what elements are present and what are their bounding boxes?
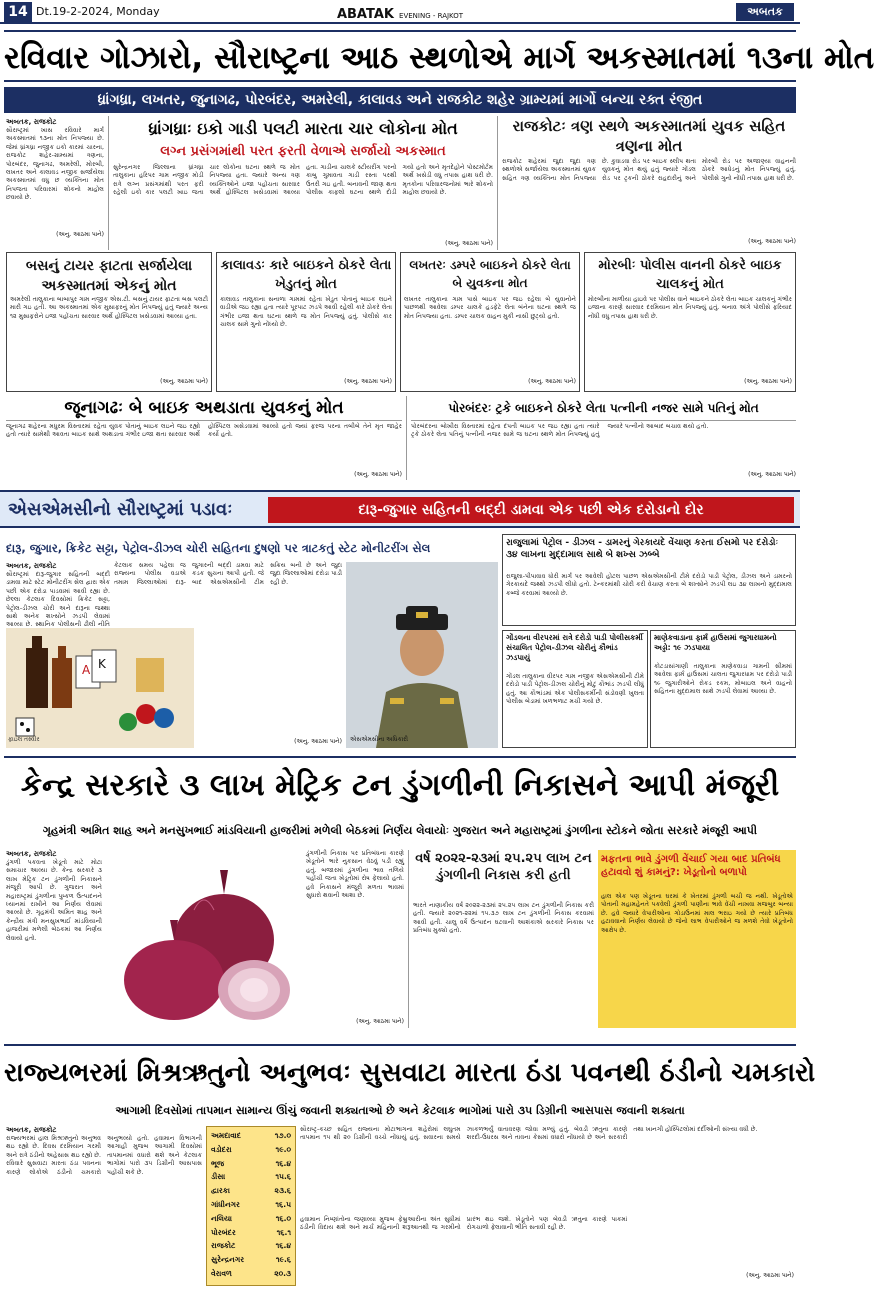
lead-byline: (અનુ. આઠમા પાને) (56, 231, 104, 238)
junagadh-headline: જૂનાગઢઃ બે બાઇક અથડાતા યુવકનું મોત (6, 396, 402, 421)
temperature-rows (211, 1129, 291, 1281)
smc-banner (0, 490, 800, 528)
weather-columns-left (6, 1126, 202, 1286)
smc-subhead: દારૂ, જુગાર, ક્રિકેટ સટ્ટા, પેટ્રોલ-ડીઝલ ચોરી સહિતના દુષણો પર ત્રાટકતું સ્ટેટ મોનીટરીંગ સેલ (6, 541, 431, 555)
svg-text:K: K (98, 657, 106, 671)
officer-caption: એસએમસીના અધિકારી (350, 736, 408, 743)
gambling-caption: ફાઇલ તસ્વીર (8, 736, 40, 743)
svg-text:A: A (82, 663, 91, 677)
morbi-byline: (અનુ. આઠમા પાને) (744, 378, 792, 385)
rajula-story (502, 534, 796, 626)
amreli-body: અમરેલી તાલુકાના બાબાપુર ગામ નજીક એસ.ટી. બસનું ટાયર ફાટતા બસ પલટી મારી ગઇ હતી. આ અકસ્માતમાં એક મુસાફરનું મોત નિપજ્યું હતું જ્યારે અન્ય ૧૨ મુસાફરોને ઇજા પહોંચતા સારવાર અર્થે હોસ્પિટલ ખસેડવામાં આવ્યા હતા. (10, 296, 208, 320)
rajkot-story (502, 116, 796, 250)
morbi-headline: મોરબીઃ પોલીસ વાનની ઠોકરે બાઇક ચાલકનું મોત (598, 258, 782, 292)
onion-intro (6, 850, 102, 1028)
masthead (0, 0, 800, 24)
kalavad-body: કાલાવડ તાલુકાના સનાળા ગામમાં રહેતા ખેડુત પોતાનું બાઇક લઇને વાડીએ જઇ રહ્યા હતા ત્યારે પૂરપાટ ઝડપે આવી રહેલી કારે ઠોકરે લેતા ગંભીર ઇજા થતા ઘટના સ્થળે જ મોત નિપજ્યું હતું. પોલીસે કાર ચાલક સામે ગુનો નોંધ્યો છે. (220, 296, 392, 329)
rajkot-byline: (અનુ. આઠમા પાને) (748, 238, 796, 245)
temperature-value: ૧૬.૦ (275, 1213, 291, 1223)
dhrangadhra-story (108, 116, 498, 250)
temperature-table (206, 1126, 296, 1286)
smc-columns (114, 562, 342, 748)
junagadh-byline: (અનુ. આઠમા પાને) (354, 471, 402, 478)
morbi-story (584, 252, 796, 392)
morbi-body: મોરબીના માળીયા હાઇવે પર પોલીસ વાને બાઇકને ઠોકરે લેતા બાઇક ચાલકનું ગંભીર ઇજાના કારણે સારવાર દરમિયાન મોત નિપજ્યું હતું. બનાવ અંગે પોલીસે ફરિયાદ નોંધી વધુ તપાસ હાથ ધરી છે. (588, 296, 792, 320)
onion-side-box (598, 850, 796, 1028)
weather-headline: રાજ્યભરમાં મિશ્રઋતુનો અનુભવઃ સુસવાટા મારતા ઠંડા પવનથી ઠંડીનો ચમકારો (4, 1044, 796, 1098)
paper-title: ABATAK (336, 7, 394, 22)
temperature-city: વેરાવળ (211, 1268, 232, 1278)
onion-intro-text: ડુંગળી પકવતા ખેડૂતો માટે મોટા સમાચાર આવ્યા છે. કેન્દ્ર સરકારે ૩ લાખ મેટ્રિક ટન ડુંગળીની નિકાસને મંજૂરી આપી છે. ગુજરાત અને મહારાષ્ટ્રમાં ડુંગળીના પુષ્કળ ઉત્પાદનને ધ્યાનમાં રાખીને આ નિર્ણય લેવામાં આવ્યો છે. ગૃહમંત્રી અમિત શાહ અને કેન્દ્રીય મંત્રી મનસુખભાઈ માંડવિયાની હાજરીમાં મળેલી બેઠકમાં આ નિર્ણય લેવાયો હતો. (6, 859, 102, 942)
temperature-city: સુરેન્દ્રનગર (211, 1255, 245, 1265)
smc-byline: (અનુ. આઠમા પાને) (294, 738, 342, 745)
temperature-row (211, 1239, 291, 1253)
smc-banner-right: દારૂ-જુગાર સહિતની બદ્દી ડામવા એક પછી એક દરોડાનો દોર (268, 497, 794, 523)
kalavad-story (216, 252, 396, 392)
porbandar-body: પોરબંદરના બોખીરા વિસ્તારમાં રહેતા દંપતી બાઇક પર જઇ રહ્યા હતા ત્યારે ટ્રકે ઠોકરે લેતા પતિનું પત્નીની નજર સામે જ ઘટના સ્થળે મોત નિપજ્યું હતું જ્યારે પત્નીનો આબાદ બચાવ થયો હતો. (411, 423, 709, 439)
temperature-row (211, 1157, 291, 1171)
smc-dateline: અબતક, રાજકોટ (6, 562, 57, 570)
rajula-headline: રાજુલામાં પેટ્રોલ - ડીઝલ - ડામરનું ગેરકાયદે વેંચાણ કરતા ઈસમો પર દરોડોઃ ૩૪ લાખના મુદ્દામાલ સાથે બે શખ્સ ઝબ્બે (506, 538, 779, 560)
kalavad-byline: (અનુ. આઠમા પાને) (344, 378, 392, 385)
weather-byline: (અનુ. આઠમા પાને) (746, 1272, 794, 1279)
dhrangadhra-subhead: લગ્ન પ્રસંગમાંથી પરત ફરતી વેળાએ સર્જાયો અકસ્માત (160, 144, 446, 159)
manekwada-story (650, 630, 796, 748)
temperature-row (211, 1212, 291, 1226)
temperature-value: ૨૩.૬ (274, 1186, 291, 1196)
officer-graphic (346, 562, 498, 748)
virpar-body: ગોંડલ તાલુકાના વીરપર ગામ નજીક એસએમસીની ટીમે દરોડો પાડી પેટ્રોલ-ડીઝલ ચોરીનું મોટું કૌભાંડ ઝડપી લીધું હતું. આ કૌભાંડમાં એક પોલીસકર્મીની સંડોવણી ખુલતા પોલીસ બેડામાં ખળભળાટ મચી ગયો છે. (506, 673, 644, 706)
onion-stat-headline: વર્ષ ૨૦૨૨-૨૩માં ૨૫.૨૫ લાખ ટન ડુંગળીની નિકાસ કરી હતી (415, 851, 592, 883)
kalavad-headline: કાલાવડઃ કારે બાઇકને ઠોકરે લેતા ખેડુતનું મોત (220, 258, 392, 292)
onion-illustration (104, 850, 304, 1028)
temperature-value: ૧૭.૦ (274, 1131, 291, 1140)
lakhtar-byline: (અનુ. આઠમા પાને) (528, 378, 576, 385)
rajkot-headline: રાજકોટઃ ત્રણ સ્થળે અકસ્માતમાં યુવક સહિત ત્રણના મોત (512, 117, 786, 155)
temperature-row (211, 1198, 291, 1212)
temperature-value: ૧૫.૬ (275, 1172, 291, 1182)
dhrangadhra-byline: (અનુ. આઠમા પાને) (445, 240, 493, 247)
onion-byline: (અનુ. આઠમા પાને) (356, 1018, 404, 1025)
weather-dateline: અબતક, રાજકોટ (6, 1126, 57, 1134)
lakhtar-story (400, 252, 580, 392)
temperature-city: ભૂજ (211, 1158, 225, 1168)
lead-intro-text: સૌરાષ્ટ્રમાં ખાસ રવિવારે માર્ગ અકસ્માતમાં ૧૩ના મોત નિપજ્યા છે. જેમાં ધ્રાંગધ્રા નજીક ઇકો કારમાં ચારના, રાજકોટ શહેર-ગ્રામ્યમાં ત્રણના, પોરબંદર, જુનાગઢ, અમરેલી, મોરબી, લખતર અને કાલાવડ નજીક સર્જાયેલા અકસ્માતમાં વધુ છ વ્યક્તિના મોત નિપજતા પરિવારમાં શોકનો માહોલ છવાયો છે. (6, 127, 104, 202)
onion-side-body: હાલ એક પણ ખેડૂતના ઘરમાં કે ખેતરમાં ડુંગળી બચી જ નથી. ખેડૂતોએ પોતાની મહામહેનતે પકવેલી ડુંગળી પાણીના ભાવે વેંચી નાખવા મજબુર બન્યા છે. હવે જ્યારે વેપારીઓના ગોડાઉનમાં માલ ભરાઇ ગયો છે ત્યારે પ્રતિબંધ હટાવવાનો નિર્ણય લેવાયો છે જેનો લાભ વેપારીઓને જ મળશે તેવો ખેડૂતોનો આક્ષેપ છે. (601, 893, 793, 934)
lead-dateline: અબતક, રાજકોટ (6, 118, 57, 126)
smc-intro (6, 562, 110, 629)
officer-photo (346, 562, 498, 748)
temperature-row (211, 1267, 291, 1281)
smc-banner-left: એસએમસીનો સૌરાષ્ટ્રમાં પડાવઃ (8, 499, 233, 520)
amreli-byline: (અનુ. આઠમા પાને) (160, 378, 208, 385)
dhrangadhra-body: સુરેન્દ્રનગર જિલ્લાના ધ્રાંગધ્રા તાલુકાના હરિપર ગામ નજીક મોડી રાત્રે લગ્ન પ્રસંગમાંથી પરત ફરી રહેલી ઇકો કાર પલટી ખાઇ જતા ચાર લોકોના ઘટના સ્થળે જ મોત નિપજ્યા હતા. જ્યારે અન્ય ત્રણ વ્યક્તિઓને ઇજા પહોંચતા સારવાર અર્થે હોસ્પિટલ ખસેડવામાં આવ્યા હતા. ગાડીના ચાલકે સ્ટીયરીંગ પરનો કાબુ ગુમાવતા ગાડી રસ્તા પરથી ઉતરી ગઇ હતી. બનાવની જાણ થતા પોલીસ કાફલો ઘટના સ્થળે દોડી ગયો હતો અને મૃતદેહોને પોસ્ટમોર્ટમ અર્થે ખસેડી વધુ તપાસ હાથ ધરી છે. મૃતકોના પરિવારજનોમાં ભારે શોકનો માહોલ છવાયો છે. (113, 164, 493, 197)
onion-graphic (104, 850, 304, 1028)
lead-intro (6, 118, 104, 246)
temperature-row (211, 1170, 291, 1184)
temperature-city: અમદાવાદ (211, 1131, 241, 1140)
weather-columns-right (300, 1126, 794, 1286)
amreli-story (6, 252, 212, 392)
onion-body: ડુંગળીની નિકાસ પર પ્રતિબંધના કારણે ખેડૂતોને ભારે નુકસાન વેઠવું પડી રહ્યું હતું. બજારમાં ડુંગળીના ભાવ તળિયે પહોંચી જતા ખેડૂતોમાં રોષ ફેલાયો હતો. હવે નિકાસને મંજૂરી મળતા ભાવમાં સુધારો થવાની આશા છે. (306, 850, 404, 900)
smc-body: કેટલાક સમય પહેલા જ રાજ્યના પોલીસ વડાએ તમામ જિલ્લાઓમાં દારૂ-જુગારની બદ્દી ડામવા માટે કડક સુચના આપી હતી. જે બાદ એસએમસીની ટીમ સક્રિય બની છે અને જુદા જુદા જિલ્લાઓમાં દરોડા પાડી રહી છે. (114, 562, 342, 586)
temperature-row (211, 1184, 291, 1198)
temperature-value: ૧૬.૫ (275, 1199, 291, 1209)
onion-subhead: ગૃહમંત્રી અમિત શાહ અને મનસુખભાઈ માંડવિયાની હાજરીમાં મળેલી બેઠકમાં નિર્ણય લેવાયોઃ ગુજરાત અને મહારાષ્ટ્રમાં ડુંગળીના સ્ટોકને જોતા સરકારે મંજૂરી આપી (42, 824, 758, 837)
temperature-city: વડોદરા (211, 1144, 232, 1154)
onion-dateline: અબતક, રાજકોટ (6, 850, 57, 858)
temperature-value: ૧૬.૪ (275, 1158, 291, 1168)
temperature-row (211, 1253, 291, 1267)
temperature-value: ૨૦.૩ (274, 1268, 291, 1278)
porbandar-headline: પોરબંદરઃ ટ્રકે બાઇકને ઠોકરે લેતા પત્નીની નજર સામે પતિનું મોત (411, 396, 796, 421)
issue-date: Dt.19-2-2024, Monday (36, 5, 160, 18)
temperature-row (211, 1129, 291, 1143)
weather-subhead: આગામી દિવસોમાં તાપમાન સામાન્ય ઊંચું જવાની શક્યતાઓ છે અને કેટલાક ભાગોમાં પારો ૩૫ ડિગ્રીની આસપાસ જવાની શક્યતા (115, 1104, 685, 1117)
porbandar-byline: (અનુ. આઠમા પાને) (748, 471, 796, 478)
logo: અબતક (736, 3, 794, 21)
temperature-row (211, 1226, 291, 1240)
weather-body: રાજ્યભરમાં હાલ મિશ્રઋતુનો અનુભવ થઇ રહ્યો છે. દિવસ દરમિયાન ગરમી અને રાત્રે ઠંડીનો અહેસાસ થઇ રહ્યો છે. રવિવારે સુસવાટા મારતા ઠંડા પવનના કારણે લોકોએ ઠંડીનો ચમકારો અનુભવ્યો હતો. હવામાન વિભાગની આગાહી મુજબ આગામી દિવસોમાં તાપમાનમાં વધારો થશે અને કેટલાક ભાગોમાં પારો ૩૫ ડિગ્રીની આસપાસ પહોંચી શકે છે. (6, 1135, 202, 1176)
manekwada-body: કોટડાસાંગાણી તાલુકાના માણેકવાડા ગામની સીમમાં આવેલા ફાર્મ હાઉસમાં ચાલતા જુગારધામ પર દરોડો પાડી ૧૯ જુગારીઓને રોકડ રકમ, મોબાઇલ અને વાહનો સહિતના મુદ્દામાલ સાથે ઝડપી લેવામાં આવ્યા છે. (654, 663, 792, 696)
lead-headline: રવિવાર ગોઝારો, સૌરાષ્ટ્રના આઠ સ્થળોએ માર્ગ અકસ્માતમાં ૧૩ના મોત (4, 30, 796, 82)
smc-intro-text: સૌરાષ્ટ્રમાં દારૂ-જુગાર સહિતની બદ્દી ડામવા માટે સ્ટેટ મોનીટરીંગ સેલ દ્વારા એક પછી એક દરોડા પાડવામાં આવી રહ્યા છે. છેલ્લા કેટલાક દિવસોમાં ક્રિકેટ સટ્ટા, પેટ્રોલ-ડીઝલ ચોરી અને દારૂના જથ્થા સાથે અનેક શખ્સોને ઝડપી લેવામાં આવ્યા છે. સ્થાનિક પોલીસની ઢીલી નીતિ (6, 571, 110, 629)
rajkot-body: રાજકોટ શહેરમાં જુદા જુદા ત્રણ સ્થળોએ સર્જાયેલા અકસ્માતમાં યુવક સહિત ત્રણ વ્યક્તિના મોત નિપજ્યા છે. કુવાડવા રોડ પર બાઇક સ્લીપ થતા યુવકનું મોત થયું હતું જ્યારે ગોંડલ રોડ પર ટ્રકની ઠોકરે રાહદારીનું અને મોરબી રોડ પર અજાણ્યા વાહનની ઠોકરે આધેડનું મોત નિપજ્યું હતું. પોલીસે ગુનો નોંધી તપાસ હાથ ધરી છે. (502, 158, 796, 182)
temperature-row (211, 1143, 291, 1157)
virpar-story (502, 630, 648, 748)
junagadh-story (6, 396, 402, 480)
temperature-city: દ્વારકા (211, 1186, 230, 1196)
onion-columns (306, 850, 404, 1028)
onion-side-headline: મફતના ભાવે ડુંગળી વેંચાઈ ગયા બાદ પ્રતિબંધ હટાવવો શું કામનું?: ખેડૂતોનો બળાપો (601, 854, 781, 878)
temperature-city: ગાંધીનગર (211, 1199, 240, 1209)
rajula-body: રાજુલા-પીપાવાવ ધોરી માર્ગ પર આવેલી હોટલ પાછળ એસએમસીની ટીમે દરોડો પાડી પેટ્રોલ, ડીઝલ અને ડામરનો ગેરકાયદે જથ્થો ઝડપી લીધો હતો. ટેન્કરમાંથી ચોરી કરી વેચાણ કરતા બે શખ્સોને ઝડપી લઇ ૩૪ લાખનો મુદ્દામાલ કબ્જે કરવામાં આવ્યો છે. (506, 573, 792, 597)
lead-subhead: ધ્રાંગધ્રા, લખતર, જુનાગઢ, પોરબંદર, અમરેલી, કાલાવડ અને રાજકોટ શહેર ગ્રામ્યમાં માર્ગો બન્યા રક્ત રંજીત (4, 87, 796, 113)
temperature-value: ૧૬.૧ (276, 1227, 291, 1237)
paper-name (330, 3, 470, 22)
temperature-city: રાજકોટ (211, 1241, 236, 1251)
onion-headline: કેન્દ્ર સરકારે ૩ લાખ મેટ્રિક ટન ડુંગળીની નિકાસને આપી મંજૂરી (4, 756, 796, 812)
edition: EVENING - RAJKOT (399, 12, 464, 20)
page-number: 14 (4, 2, 32, 22)
virpar-headline: ગોંડલના વીરપરમાં રાત્રે દરોડો પાડી પોલીસકર્મી સંચાલિત પેટ્રોલ-ડીઝલ ચોરીનું કૌભાંડ ઝડપાયું (506, 633, 643, 662)
weather-body-2: સૌરાષ્ટ્ર-કચ્છ સહિત રાજ્યના મોટાભાગના શહેરોમાં લઘુતમ તાપમાન ૧૫ થી ૨૦ ડિગ્રીની વચ્ચે નોંધાયું હતું. સવારના સમયે ઝાકળભર્યું વાતાવરણ જોવા મળ્યું હતું. બેવડી ઋતુના કારણે શરદી-ઉધરસ અને તાવના કેસમાં વધારો નોંધાયો છે અને સરકારી તથા ખાનગી હોસ્પિટલોમાં દર્દીઓની સંખ્યા વધી છે. (300, 1126, 758, 1142)
amreli-headline: બસનું ટાયર ફાટતા સર્જાયેલા અકસ્માતમાં એકનું મોત (25, 258, 193, 294)
temperature-city: પોરબંદર (211, 1227, 236, 1237)
temperature-value: ૧૬.૪ (275, 1241, 291, 1251)
weather-body-3: હવામાન નિષ્ણાંતોના જણાવ્યા મુજબ ફેબ્રુઆરીના અંત સુધીમાં ઠંડીની વિદાય થશે અને માર્ચ મહિનાની શરૂઆતથી જ ગરમીનો પ્રારંભ થઇ જશે. ખેડૂતોને પણ બેવડી ઋતુના કારણે પાકમાં રોગચાળો ફેલાવાની ભીતિ સતાવી રહી છે. (300, 1216, 628, 1232)
porbandar-story (406, 396, 796, 480)
lakhtar-body: લખતર તાલુકાના ગામ પાસે બાઇક પર જઇ રહેલા બે યુવાનોને પાછળથી આવેલા ડમ્પર ચાલકે હડફેટે લેતા બંનેના ઘટના સ્થળે જ મોત નિપજ્યા હતા. ડમ્પર ચાલક વાહન મુકી નાસી છુટ્યો હતો. (404, 296, 576, 320)
onion-stat-box (408, 850, 594, 1028)
temperature-city: ડીસા (211, 1172, 226, 1182)
temperature-value: ૧૯.૬ (275, 1255, 291, 1265)
onion-stat-body: ભારતે નાણાકીય વર્ષ ૨૦૨૨-૨૩માં ૨૫.૨૫ લાખ ટન ડુંગળીની નિકાસ કરી હતી. જ્યારે ૨૦૨૧-૨૨માં ૧૫.૩૭ લાખ ટન ડુંગળીની નિકાસ કરવામાં આવી હતી. ચાલુ વર્ષે ઉત્પાદન ઘટવાની આશંકાએ સરકારે નિકાસ પર પ્રતિબંધ મુક્યો હતો. (413, 902, 594, 935)
lakhtar-headline: લખતરઃ ડમ્પરે બાઇકને ઠોકરે લેતા બે યુવકના મોત (409, 258, 571, 290)
temperature-value: ૧૯.૦ (275, 1144, 291, 1154)
junagadh-body: જૂનાગઢ શહેરના મધુરમ વિસ્તારમાં રહેતા યુવક પોતાનું બાઇક લઇને જઇ રહ્યો હતો ત્યારે સામેથી આવતા બાઇક સાથે અથડાતા ગંભીર ઇજા થતા સારવાર અર્થે હોસ્પિટલ ખસેડવામાં આવ્યો હતો જ્યાં ફરજ પરના તબીબે તેને મૃત જાહેર કર્યો હતો. (6, 423, 402, 439)
dhrangadhra-headline: ધ્રાંગધ્રાઃ ઇકો ગાડી પલટી મારતા ચાર લોકોના મોત (148, 119, 458, 138)
manekwada-headline: માણેકવાડાના ફાર્મ હાઉસમાં જુગારધામનો અડ્ડો: ૧૯ ઝડપાયા (654, 633, 777, 652)
temperature-city: નલિયા (211, 1213, 232, 1223)
